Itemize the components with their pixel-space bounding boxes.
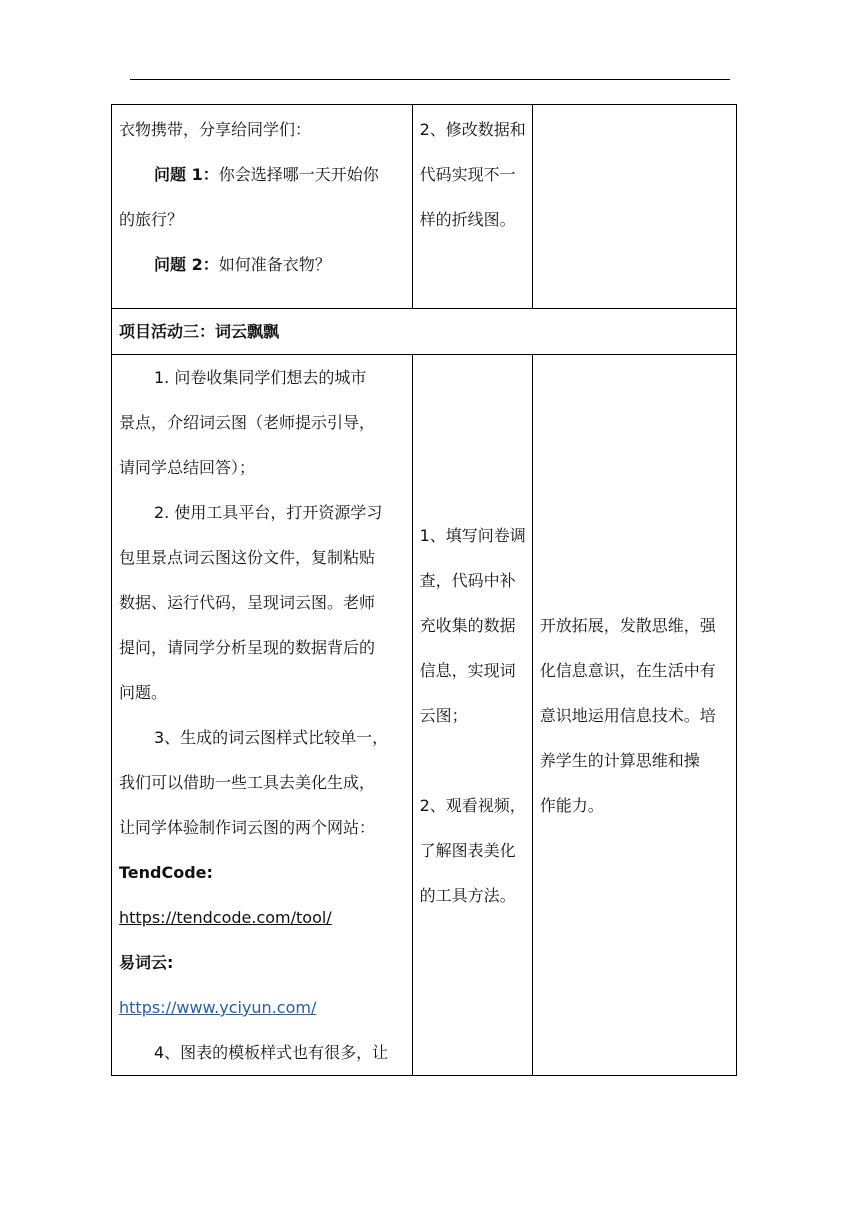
question-text: 如何准备衣物？ <box>218 255 331 274</box>
cell-line: 查，代码中补 <box>419 570 516 590</box>
step-line: 3、生成的词云图样式比较单一， <box>154 728 389 747</box>
question-2 <box>119 242 412 287</box>
site-link[interactable]: https://tendcode.com/tool/ <box>119 908 332 927</box>
student-activity-cell <box>412 355 532 1076</box>
cell-line: 的工具方法。 <box>419 885 516 905</box>
cell-line: 2、观看视频， <box>419 795 526 815</box>
question-label: 问题 1： <box>154 165 219 184</box>
question-1 <box>119 152 412 197</box>
step-line: 提问，请同学分析呈现的数据背后的 <box>119 638 376 657</box>
question-text: 你会选择哪一天开始你 <box>218 165 379 184</box>
cell-text: 衣物携带，分享给同学们： <box>119 120 312 139</box>
section-heading-cell <box>112 309 737 355</box>
section-heading: 项目活动三：词云飘飘 <box>119 322 280 341</box>
step-line: 2. 使用工具平台，打开资源学习 <box>154 503 383 522</box>
step-line: 我们可以借助一些工具去美化生成， <box>119 773 376 792</box>
cell-line: 充收集的数据 <box>419 615 516 635</box>
cell-line: 化信息意识，在生活中有 <box>539 660 716 680</box>
step-line: 包里景点词云图这份文件，复制粘贴 <box>119 548 376 567</box>
question-1-cont: 的旅行？ <box>119 210 184 229</box>
table-row <box>112 105 737 309</box>
cell-line: 信息，实现词 <box>419 660 516 680</box>
site-link[interactable]: https://www.yciyun.com/ <box>119 998 317 1017</box>
cell-line: 了解图表美化 <box>419 840 516 860</box>
design-intent-cell <box>532 105 736 309</box>
teacher-activity-cell <box>112 105 413 309</box>
table-row <box>112 355 737 1076</box>
header-rule <box>130 79 730 80</box>
cell-line: 2、修改数据和 <box>419 120 526 139</box>
site-name: 易词云: <box>119 953 174 972</box>
step-line: 让同学体验制作词云图的两个网站： <box>119 818 376 837</box>
site-name: TendCode: <box>119 863 213 882</box>
step-line: 数据、运行代码，呈现词云图。老师 <box>119 593 376 612</box>
step-line: 4、图表的模板样式也有很多，让 <box>154 1043 389 1062</box>
spacer <box>420 738 532 783</box>
cell-line: 养学生的计算思维和操 <box>539 750 700 770</box>
site-url-line <box>119 985 412 1030</box>
teacher-activity-cell <box>112 355 413 1076</box>
question-label: 问题 2： <box>154 255 219 274</box>
student-activity-cell <box>412 105 532 309</box>
step-line: 景点，介绍词云图（老师提示引导， <box>119 413 376 432</box>
step-line: 问题。 <box>119 683 168 702</box>
step-line: 1. 问卷收集同学们想去的城市 <box>154 368 367 387</box>
design-intent-cell <box>532 355 736 1076</box>
cell-line: 1、填写问卷调 <box>419 525 526 545</box>
table-row <box>112 309 737 355</box>
site-url-line <box>119 895 412 940</box>
step-line: 请同学总结回答）； <box>119 458 256 477</box>
cell-line: 意识地运用信息技术。培 <box>539 705 716 725</box>
cell-line: 代码实现不一 <box>419 165 516 184</box>
cell-line: 开放拓展，发散思维，强 <box>539 615 716 635</box>
cell-line: 云图； <box>419 705 468 725</box>
cell-line: 样的折线图。 <box>419 210 516 229</box>
lesson-plan-table <box>111 104 737 1076</box>
cell-line: 作能力。 <box>539 795 604 815</box>
